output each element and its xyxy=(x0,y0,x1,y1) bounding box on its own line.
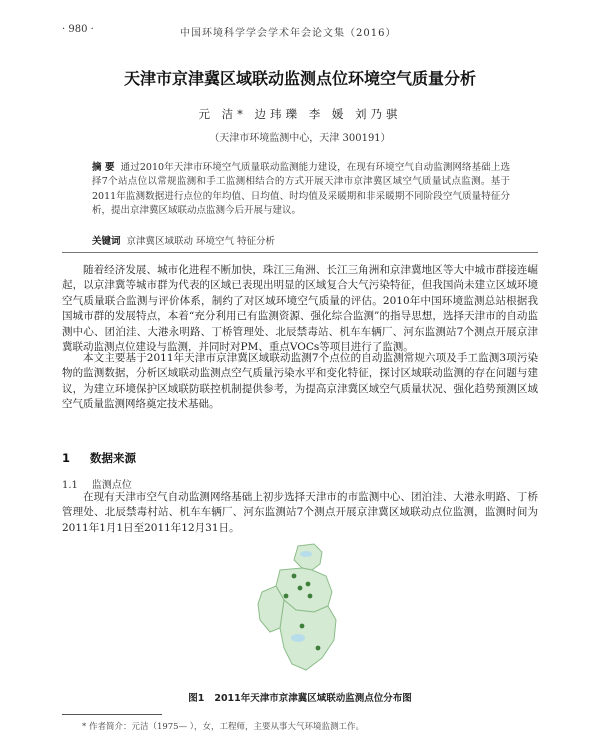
station-marker xyxy=(306,582,311,587)
station-marker xyxy=(316,646,321,651)
footnote-rule xyxy=(62,714,162,715)
station-marker xyxy=(300,624,305,629)
abstract-text: 通过2010年天津市环境空气质量联动监测能力建设，在现有环境空气自动监测网络基础上选择7个站点位以常规监测和手工监测相结合的方式开展天津市京津冀区域空气质量试点监测。基于2011年监测数据进行点位的年均值、日均值、时均值及采暖期和非采暖期不同阶段空气质量特征分析，提出京津冀区域联动点监测今后开展与建议。 xyxy=(92,162,510,217)
body-paragraph-1: 随着经济发展、城市化进程不断加快，珠江三角洲、长江三角洲和京津冀地区等大中城市群接连崛起，以京津冀等城市群为代表的区域已表现出明显的区域复合大气污染特征，但我国尚未建立区域环境空气质量联合监测与评价体系，制约了对区域环境空气质量的评估。2010年中国环境监测总站根据我国城市群的发展特点，本着“充分利用已有监测资源、强化综合监测”的指导思想，选择天津市的自动监测中心、团泊洼、大港永明路、丁桥管理处、北辰禁毒站、机车车辆厂、河东监测站7个测点开展京津冀联动监测点位建设与监测，并同时对PM、重点VOCs等项目进行了监测。 xyxy=(62,264,538,354)
subsection-heading xyxy=(62,476,132,491)
station-map-figure xyxy=(240,540,370,678)
page-number: · 980 · xyxy=(62,24,94,35)
figure-number: 图1 xyxy=(188,693,205,704)
station-marker xyxy=(292,574,297,579)
section-divider xyxy=(62,252,538,253)
section-heading xyxy=(62,450,136,466)
station-marker xyxy=(284,594,289,599)
keywords-label: 关键词 xyxy=(92,236,121,247)
body-paragraph-2: 本文主要基于2011年天津市京津冀区域联动监测7个点位的自动监测常规六项及手工监测3项污染物的监测数据，分析区域联动监测点空气质量污染水平和变化特征，探讨区域联动监测的存在问题与建议，为建立环境保护区域联防联控机制提供参考，为提高京津冀区域空气质量状况、强化趋势预测区域空气质量监测网络奠定技术基础。 xyxy=(62,352,538,411)
lake xyxy=(291,634,305,642)
region-west xyxy=(258,586,284,632)
keywords xyxy=(92,233,510,247)
abstract-label: 摘 要 xyxy=(92,162,115,173)
figure-caption-text: 2011年天津市京津冀区域联动监测点位分布图 xyxy=(214,693,412,704)
region-north xyxy=(294,544,322,570)
station-map xyxy=(240,540,370,678)
section-number: 1 xyxy=(62,451,71,465)
subsection-title: 监测点位 xyxy=(91,480,132,491)
tianjin-region-outline xyxy=(258,544,336,670)
station-marker xyxy=(298,586,303,591)
article-title: 天津市京津冀区域联动监测点位环境空气质量分析 xyxy=(123,69,476,88)
running-title: 中国环境科学学会学术年会论文集（2016） xyxy=(180,28,397,39)
station-marker xyxy=(308,594,313,599)
section-title: 数据来源 xyxy=(90,451,137,465)
author-list: 元 洁* 边玮瓅 李 媛 刘乃骐 xyxy=(198,107,402,121)
footnote: * 作者简介：元洁（1975— ），女，工程师，主要从事大气环境监测工作。 xyxy=(82,722,365,732)
keywords-text: 京津冀区域联动 环境空气 特征分析 xyxy=(126,236,276,247)
subsection-number: 1.1 xyxy=(62,480,78,491)
reservoir xyxy=(300,551,312,557)
abstract xyxy=(92,161,510,219)
page-header xyxy=(62,24,538,40)
affiliation: （天津市环境监测中心，天津 300191） xyxy=(209,133,391,144)
figure-caption xyxy=(0,690,600,704)
body-paragraph-3: 在现有天津市空气自动监测网络基础上初步选择天津市的市监测中心、团泊洼、大港永明路、丁桥管理处、北辰禁毒村站、机车车辆厂、河东监测站7个测点开展京津冀区域联动点位监测，监测时间为2011年1月1日至2011年12月31日。 xyxy=(62,491,538,534)
